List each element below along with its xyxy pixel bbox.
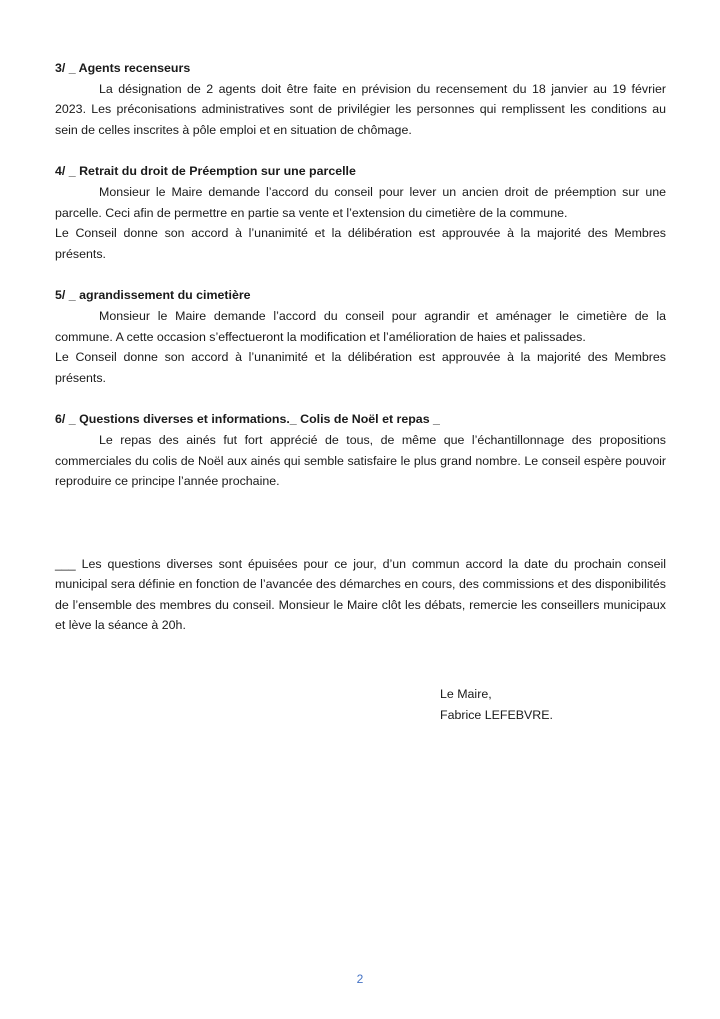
section-paragraph: Le Conseil donne son accord à l’unanimité et la délibération est approuvée à la majorité des Membres présents. [55,226,666,261]
section-agrandissement-cimetiere [55,285,666,388]
section-paragraph: Le Conseil donne son accord à l’unanimité et la délibération est approuvée à la majorité des Membres présents. [55,350,666,385]
page-number: 2 [356,972,364,986]
closing-paragraph: ___ Les questions diverses sont épuisées pour ce jour, d’un commun accord la date du prochain conseil municipal sera définie en fonction de l’avancée des démarches en cours, des commissions et des disponibilités de l’ensemble des membres du conseil. Monsieur le Maire clôt les débats, remercie les conseillers municipaux et lève la séance à 20h. [55,556,666,633]
section-questions-diverses [55,409,666,491]
section-paragraph: Monsieur le Maire demande l’accord du conseil pour lever un ancien droit de préemption sur une parcelle. Ceci afin de permettre en partie sa vente et l’extension du cimetière de la commune. [55,184,666,220]
section-paragraph: Le repas des ainés fut fort apprécié de tous, de même que l’échantillonnage des propositions commerciales du colis de Noël aux ainés qui semble satisfaire le plus grand nombre. Le conseil espère pouvoir reproduire ce principe l’année prochaine. [55,432,666,489]
section-heading: 3/ _ Agents recenseurs [55,61,191,75]
signature-name: Fabrice LEFEBVRE. [440,707,553,722]
section-heading: 5/ _ agrandissement du cimetière [55,288,251,303]
document-body [55,58,666,636]
section-paragraph: La désignation de 2 agents doit être faite en prévision du recensement du 18 janvier au 19 février 2023. Les préconisations administratives sont de privilégier les personnes qui remplissent les conditions au sein de celles inscrites à pôle emploi et en situation de chômage. [55,81,666,137]
signature-block [440,684,553,725]
section-heading: 6/ _ Questions diverses et informations._ Colis de Noël et repas _ [55,412,440,427]
section-paragraph: Monsieur le Maire demande l’accord du conseil pour agrandir et aménager le cimetière de la commune. A cette occasion s’effectueront la modification et l’amélioration de haies et palissades. [55,308,666,344]
section-retrait-droit-preemption [55,161,666,264]
section-heading: 4/ _ Retrait du droit de Préemption sur une parcelle [55,164,356,179]
section-agents-recenseurs [55,58,666,140]
signature-title: Le Maire, [440,687,492,701]
